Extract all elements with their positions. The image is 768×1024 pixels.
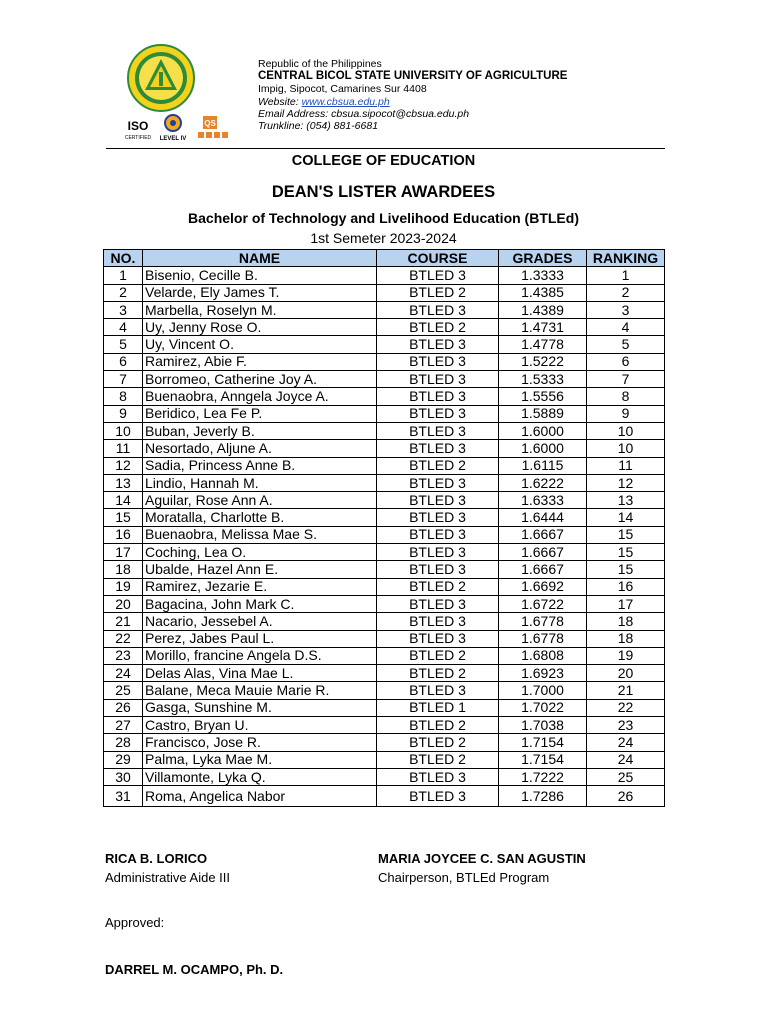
table-row — [104, 284, 665, 301]
row-ranking: 24 — [587, 751, 665, 768]
row-name: Nesortado, Aljune A. — [143, 440, 377, 457]
row-course: BTLED 3 — [377, 526, 499, 543]
row-course: BTLED 3 — [377, 561, 499, 578]
row-course: BTLED 2 — [377, 734, 499, 751]
row-no: 23 — [104, 647, 143, 664]
row-no: 20 — [104, 595, 143, 612]
row-name: Perez, Jabes Paul L. — [143, 630, 377, 647]
row-name: Sadia, Princess Anne B. — [143, 457, 377, 474]
row-course: BTLED 3 — [377, 474, 499, 491]
row-grade: 1.7022 — [499, 699, 587, 716]
row-name: Nacario, Jessebel A. — [143, 613, 377, 630]
row-ranking: 7 — [587, 371, 665, 388]
table-row — [104, 492, 665, 509]
row-name: Lindio, Hannah M. — [143, 474, 377, 491]
row-course: BTLED 2 — [377, 284, 499, 301]
col-header-no: NO. — [104, 250, 143, 267]
table-header-row — [104, 250, 665, 267]
row-grade: 1.6722 — [499, 595, 587, 612]
row-grade: 1.6692 — [499, 578, 587, 595]
approver-name: DARREL M. OCAMPO, Ph. D. — [105, 962, 284, 977]
row-course: BTLED 3 — [377, 336, 499, 353]
row-grade: 1.7038 — [499, 717, 587, 734]
row-grade: 1.5556 — [499, 388, 587, 405]
row-name: Coching, Lea O. — [143, 544, 377, 561]
noted-by-position: Chairperson, BTLEd Program — [378, 870, 550, 885]
row-ranking: 8 — [587, 388, 665, 405]
row-name: Ubalde, Hazel Ann E. — [143, 561, 377, 578]
row-grade: 1.7154 — [499, 734, 587, 751]
row-grade: 1.6222 — [499, 474, 587, 491]
row-no: 8 — [104, 388, 143, 405]
row-no: 7 — [104, 371, 143, 388]
awardees-table — [103, 249, 665, 807]
row-course: BTLED 3 — [377, 388, 499, 405]
row-grade: 1.6000 — [499, 440, 587, 457]
table-row — [104, 457, 665, 474]
row-name: Delas Alas, Vina Mae L. — [143, 665, 377, 682]
row-no: 29 — [104, 751, 143, 768]
iso-sub-label: CERTIFIED — [124, 135, 152, 141]
row-no: 18 — [104, 561, 143, 578]
row-course: BTLED 3 — [377, 405, 499, 422]
row-grade: 1.7286 — [499, 786, 587, 807]
row-no: 24 — [104, 665, 143, 682]
row-no: 6 — [104, 353, 143, 370]
row-ranking: 13 — [587, 492, 665, 509]
table-row — [104, 717, 665, 734]
row-ranking: 21 — [587, 682, 665, 699]
row-ranking: 12 — [587, 474, 665, 491]
row-no: 13 — [104, 474, 143, 491]
row-course: BTLED 3 — [377, 353, 499, 370]
qs-stars-logo — [198, 116, 230, 140]
level-iv-accreditation-logo — [156, 114, 190, 142]
row-course: BTLED 2 — [377, 647, 499, 664]
row-course: BTLED 1 — [377, 699, 499, 716]
row-grade: 1.6778 — [499, 613, 587, 630]
row-ranking: 10 — [587, 440, 665, 457]
row-ranking: 23 — [587, 717, 665, 734]
email-line: Email Address: cbsua.sipocot@cbsua.edu.ph — [258, 107, 470, 120]
row-grade: 1.4389 — [499, 301, 587, 318]
qs-label: QS — [204, 119, 216, 128]
row-no: 16 — [104, 526, 143, 543]
row-name: Uy, Jenny Rose O. — [143, 319, 377, 336]
row-grade: 1.6115 — [499, 457, 587, 474]
row-name: Balane, Meca Mauie Marie R. — [143, 682, 377, 699]
row-grade: 1.5889 — [499, 405, 587, 422]
row-ranking: 1 — [587, 267, 665, 284]
table-row — [104, 301, 665, 318]
row-grade: 1.7222 — [499, 768, 587, 785]
country-line: Republic of the Philippines — [258, 58, 382, 70]
row-ranking: 26 — [587, 786, 665, 807]
website-line — [258, 96, 638, 108]
row-name: Francisco, Jose R. — [143, 734, 377, 751]
row-grade: 1.4385 — [499, 284, 587, 301]
table-row — [104, 267, 665, 284]
row-grade: 1.6778 — [499, 630, 587, 647]
table-row — [104, 768, 665, 785]
row-name: Buenaobra, Melissa Mae S. — [143, 526, 377, 543]
row-name: Uy, Vincent O. — [143, 336, 377, 353]
row-no: 25 — [104, 682, 143, 699]
row-grade: 1.6923 — [499, 665, 587, 682]
row-no: 12 — [104, 457, 143, 474]
row-no: 19 — [104, 578, 143, 595]
row-grade: 1.6808 — [499, 647, 587, 664]
row-name: Aguilar, Rose Ann A. — [143, 492, 377, 509]
row-course: BTLED 3 — [377, 595, 499, 612]
row-name: Moratalla, Charlotte B. — [143, 509, 377, 526]
row-name: Morillo, francine Angela D.S. — [143, 647, 377, 664]
table-row — [104, 699, 665, 716]
row-grade: 1.4731 — [499, 319, 587, 336]
row-no: 22 — [104, 630, 143, 647]
address-line: Impig, Sipocot, Camarines Sur 4408 — [258, 83, 427, 96]
row-course: BTLED 2 — [377, 578, 499, 595]
university-name: CENTRAL BICOL STATE UNIVERSITY OF AGRICULTURE — [258, 70, 568, 83]
table-row — [104, 786, 665, 807]
row-name: Bagacina, John Mark C. — [143, 595, 377, 612]
row-no: 10 — [104, 422, 143, 439]
website-link[interactable]: www.cbsua.edu.ph — [301, 95, 390, 108]
prepared-by-name: RICA B. LORICO — [105, 851, 208, 866]
table-row — [104, 440, 665, 457]
row-ranking: 15 — [587, 526, 665, 543]
row-name: Palma, Lyka Mae M. — [143, 751, 377, 768]
row-ranking: 25 — [587, 768, 665, 785]
row-name: Castro, Bryan U. — [143, 717, 377, 734]
col-header-name: NAME — [143, 250, 377, 267]
row-name: Bisenio, Cecille B. — [143, 267, 377, 284]
row-grade: 1.6667 — [499, 561, 587, 578]
table-row — [104, 561, 665, 578]
row-ranking: 10 — [587, 422, 665, 439]
row-name: Ramirez, Abie F. — [143, 353, 377, 370]
row-no: 26 — [104, 699, 143, 716]
table-row — [104, 422, 665, 439]
row-course: BTLED 2 — [377, 319, 499, 336]
table-row — [104, 682, 665, 699]
iso-certified-logo — [124, 116, 152, 142]
table-row — [104, 630, 665, 647]
row-course: BTLED 3 — [377, 440, 499, 457]
table-row — [104, 405, 665, 422]
header-divider — [106, 148, 665, 149]
row-ranking: 2 — [587, 284, 665, 301]
row-course: BTLED 3 — [377, 630, 499, 647]
row-name: Ramirez, Jezarie E. — [143, 578, 377, 595]
row-no: 5 — [104, 336, 143, 353]
row-no: 27 — [104, 717, 143, 734]
row-ranking: 18 — [587, 613, 665, 630]
row-course: BTLED 3 — [377, 544, 499, 561]
row-ranking: 16 — [587, 578, 665, 595]
row-grade: 1.4778 — [499, 336, 587, 353]
table-row — [104, 336, 665, 353]
row-ranking: 4 — [587, 319, 665, 336]
row-name: Roma, Angelica Nabor — [143, 786, 377, 807]
row-ranking: 15 — [587, 561, 665, 578]
row-course: BTLED 2 — [377, 665, 499, 682]
row-ranking: 11 — [587, 457, 665, 474]
prepared-by-position: Administrative Aide III — [105, 870, 230, 885]
row-course: BTLED 2 — [377, 751, 499, 768]
row-grade: 1.7154 — [499, 751, 587, 768]
row-course: BTLED 3 — [377, 786, 499, 807]
row-name: Buenaobra, Anngela Joyce A. — [143, 388, 377, 405]
table-row — [104, 647, 665, 664]
row-grade: 1.5222 — [499, 353, 587, 370]
row-course: BTLED 3 — [377, 267, 499, 284]
col-header-ranking: RANKING — [587, 250, 665, 267]
letterhead — [258, 58, 638, 132]
row-course: BTLED 2 — [377, 457, 499, 474]
row-no: 30 — [104, 768, 143, 785]
row-ranking: 15 — [587, 544, 665, 561]
row-course: BTLED 3 — [377, 768, 499, 785]
document-title: DEAN'S LISTER AWARDEES — [271, 183, 496, 201]
row-no: 14 — [104, 492, 143, 509]
row-grade: 1.6444 — [499, 509, 587, 526]
row-ranking: 17 — [587, 595, 665, 612]
row-grade: 1.6667 — [499, 544, 587, 561]
col-header-grades: GRADES — [499, 250, 587, 267]
table-row — [104, 319, 665, 336]
row-ranking: 9 — [587, 405, 665, 422]
row-grade: 1.6000 — [499, 422, 587, 439]
university-seal-logo — [127, 44, 195, 112]
row-name: Buban, Jeverly B. — [143, 422, 377, 439]
row-grade: 1.6667 — [499, 526, 587, 543]
table-row — [104, 734, 665, 751]
row-grade: 1.6333 — [499, 492, 587, 509]
row-course: BTLED 3 — [377, 509, 499, 526]
row-ranking: 18 — [587, 630, 665, 647]
row-name: Velarde, Ely James T. — [143, 284, 377, 301]
table-row — [104, 371, 665, 388]
row-name: Borromeo, Catherine Joy A. — [143, 371, 377, 388]
row-no: 15 — [104, 509, 143, 526]
row-no: 11 — [104, 440, 143, 457]
table-row — [104, 544, 665, 561]
row-course: BTLED 3 — [377, 422, 499, 439]
table-row — [104, 595, 665, 612]
row-course: BTLED 2 — [377, 717, 499, 734]
noted-by-name: MARIA JOYCEE C. SAN AGUSTIN — [378, 851, 586, 866]
level-label: LEVEL IV — [159, 136, 187, 142]
row-no: 9 — [104, 405, 143, 422]
row-grade: 1.7000 — [499, 682, 587, 699]
table-row — [104, 353, 665, 370]
row-course: BTLED 3 — [377, 301, 499, 318]
row-name: Gasga, Sunshine M. — [143, 699, 377, 716]
row-name: Villamonte, Lyka Q. — [143, 768, 377, 785]
row-no: 28 — [104, 734, 143, 751]
row-no: 21 — [104, 613, 143, 630]
row-grade: 1.3333 — [499, 267, 587, 284]
table-row — [104, 665, 665, 682]
table-row — [104, 526, 665, 543]
row-ranking: 3 — [587, 301, 665, 318]
col-header-course: COURSE — [377, 250, 499, 267]
row-no: 31 — [104, 786, 143, 807]
approved-label: Approved: — [105, 915, 165, 930]
table-row — [104, 474, 665, 491]
iso-label: ISO — [127, 119, 149, 133]
row-no: 3 — [104, 301, 143, 318]
row-ranking: 24 — [587, 734, 665, 751]
table-row — [104, 613, 665, 630]
row-name: Beridico, Lea Fe P. — [143, 405, 377, 422]
row-ranking: 14 — [587, 509, 665, 526]
row-ranking: 19 — [587, 647, 665, 664]
row-name: Marbella, Roselyn M. — [143, 301, 377, 318]
college-title: COLLEGE OF EDUCATION — [291, 153, 476, 169]
program-title: Bachelor of Technology and Livelihood Education (BTLEd) — [188, 210, 579, 226]
row-no: 4 — [104, 319, 143, 336]
row-ranking: 20 — [587, 665, 665, 682]
row-course: BTLED 3 — [377, 613, 499, 630]
row-course: BTLED 3 — [377, 682, 499, 699]
row-no: 2 — [104, 284, 143, 301]
row-ranking: 22 — [587, 699, 665, 716]
website-label: Website: — [258, 95, 299, 108]
row-no: 1 — [104, 267, 143, 284]
table-row — [104, 751, 665, 768]
row-course: BTLED 3 — [377, 492, 499, 509]
semester-line: 1st Semeter 2023-2024 — [310, 230, 457, 246]
table-row — [104, 388, 665, 405]
row-course: BTLED 3 — [377, 371, 499, 388]
row-ranking: 5 — [587, 336, 665, 353]
table-row — [104, 509, 665, 526]
row-no: 17 — [104, 544, 143, 561]
row-ranking: 6 — [587, 353, 665, 370]
table-row — [104, 578, 665, 595]
trunkline: Trunkline: (054) 881-6681 — [258, 120, 379, 133]
row-grade: 1.5333 — [499, 371, 587, 388]
